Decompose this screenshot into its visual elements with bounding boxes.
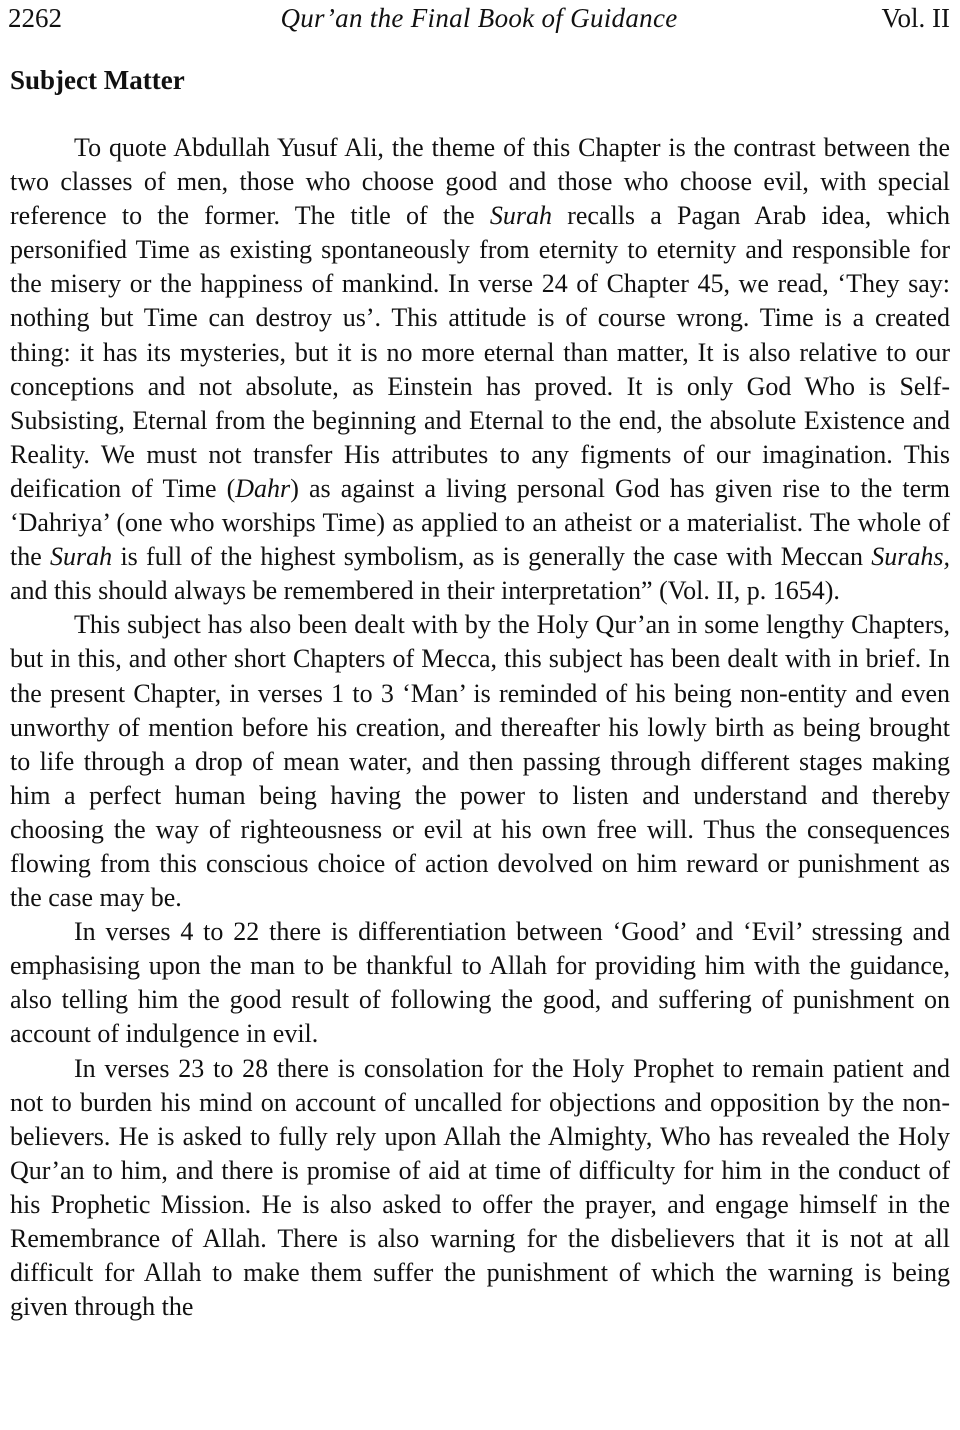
paragraph-1-surah: Surah [489, 201, 552, 231]
page-number: 2262 [8, 3, 62, 33]
body-text [10, 131, 950, 1324]
paragraph-1-part-e: and this should always be remembered in their interpretation” (Vol. II, p. 1654). [10, 576, 840, 606]
paragraph-3: In verses 4 to 22 there is differentiation between ‘Good’ and ‘Evil’ stressing and emphasising upon the man to be thankful to Allah for providing him with the guidance, also telling him the good result of following the good, and suffering of punishment on account of indulgence in evil. [10, 917, 950, 1049]
paragraph-1-part-b: recalls a Pagan Arab idea, which personified Time as existing spontaneously from eternity to eternity and responsible for the misery or the happiness of mankind. In verse 24 of Chapter 45, we read, ‘They say: nothing but Time can destroy us’. This attitude is of course wrong. Time is a created thing: it has its mysteries, but it is no more eternal than matter, It is also relative to our conceptions and not absolute, as Einstein has proved. It is only God Who is Self-Subsisting, Eternal from the beginning and Eternal to the end, the absolute Existence and Reality. We must not transfer His attributes to any figments of our imagination. This deification of Time ( [10, 201, 950, 503]
paragraph-1 [10, 131, 950, 608]
paragraph-1-part-d: is full of the highest symbolism, as is generally the case with Meccan [112, 542, 872, 572]
paragraph-1-surah-2: Surah [50, 542, 113, 572]
paragraph-4: In verses 23 to 28 there is consolation for the Holy Prophet to remain patient and not to burden his mind on account of uncalled for objections and opposition by the non-believers. He is asked to fully rely upon Allah the Almighty, Who has revealed the Holy Qur’an to him, and there is promise of aid at time of difficulty for him in the conduct of his Prophetic Mission. He is also asked to offer the prayer, and engage himself in the Remembrance of Allah. There is also warning for the disbelievers that it is not at all difficult for Allah to make them suffer the punishment of which the warning is being given through the [10, 1053, 950, 1322]
book-title: Qur’an the Final Book of Guidance [280, 3, 678, 33]
paragraph-1-part-a: To quote Abdullah Yusuf Ali, the theme of this Chapter is the contrast between the two classes of men, those who choose good and those who choose evil, with special reference to the former. The title of the [10, 133, 950, 231]
volume-label: Vol. II [881, 3, 950, 33]
paragraph-1-part-c: ) as against a living personal God has given rise to the term ‘Dahriya’ (one who worships Time) as applied to an atheist or a materialist. The whole of the [10, 473, 950, 572]
running-header [8, 0, 950, 36]
paragraph-2: This subject has also been dealt with by the Holy Qur’an in some lengthy Chapters, but in this, and other short Chapters of Mecca, this subject has been dealt with in brief. In the present Chapter, in verses 1 to 3 ‘Man’ is reminded of his being non-entity and even unworthy of mention before his creation, and thereafter his lowly birth as being brought to life through a drop of mean water, and then passing through different stages making him a perfect human being having the power to listen and understand and thereby choosing the way of righteousness or evil at his own free will. Thus the consequences flowing from this conscious choice of action devolved on him reward or punishment as the case may be. [10, 610, 950, 913]
paragraph-1-surahs: Surahs, [871, 542, 951, 572]
paragraph-1-dahr: Dahr [235, 473, 291, 503]
section-heading: Subject Matter [10, 65, 185, 95]
